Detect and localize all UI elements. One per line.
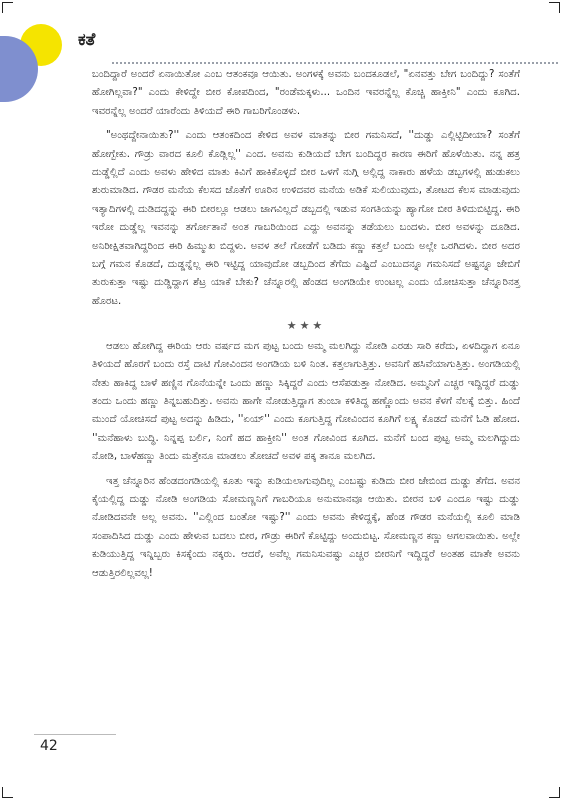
page-number: 42 [40, 738, 58, 754]
header-decoration [0, 24, 72, 114]
section-title: ಕತೆ [78, 30, 96, 50]
crop-mark-top-right [549, 2, 560, 13]
paragraph: ಆಡಲು ಹೋಗಿದ್ದ ಈರಿಯ ಆರು ವರ್ಷದ ಮಗ ಪುಟ್ಟ ಬಂದು ಅಮ್ಮ ಮಲಗಿದ್ದು ನೋಡಿ ಎರಡು ಸಾರಿ ಕರೆದು, ಏಳದಿದ್ದಾಗ ಏನೂ ತಿಳಿಯದೆ ಹೊರಗೆ ಬಂದು ರಸ್ತೆ ದಾಟಿ ಗೋವಿಂದನ ಅಂಗಡಿಯ ಬಳಿ ನಿಂತ. ಕತ್ತಲಾಗುತ್ತಿತ್ತು. ಅವನಿಗೆ ಹಸಿವೆಯಾಗುತ್ತಿತ್ತು. ಅಂಗಡಿಯಲ್ಲಿ ನೇತು ಹಾಕಿದ್ದ ಬಾಳೆ ಹಣ್ಣಿನ ಗೊನೆಯನ್ನೇ ಒಂದು ಹಣ್ಣು ಸಿಕ್ಕಿದ್ದರೆ ಎಂದು ಆಸೆಪಡುತ್ತಾ ನೋಡಿದ. ಅಮ್ಮನಿಗೆ ಎಚ್ಚರ ಇದ್ದಿದ್ದರೆ ದುಡ್ಡು ತಂದು ಒಂದು ಹಣ್ಣು ತಿನ್ನಬಹುದಿತ್ತು. ಅವನು ಹಾಗೇ ನೋಡುತ್ತಿದ್ದಾಗ ತುಂಬಾ ಕಳಿತಿದ್ದ ಹಣ್ಣೊಂದು ಅವನ ಕೆಳಗೆ ನೆಲಕ್ಕೆ ಬಿತ್ತು. ಹಿಂದೆ ಮುಂದೆ ಯೋಚಿಸದೆ ಪುಟ್ಟ ಅದನ್ನು ಹಿಡಿದು, ''ಏಯ್'' ಎಂದು ಕೂಗುತ್ತಿದ್ದ ಗೋವಿಂದನ ಕೂಗಿಗೆ ಲಕ್ಷ್ಯ ಕೊಡದೆ ಮನೆಗೆ ಓಡಿ ಹೋದ. ''ಮನೆಹಾಳು ಬುದ್ಧಿ. ನಿನ್ನಪ್ಪ ಬರ್ಲಿ, ನಿಂಗೆ ಹದ ಹಾಕ್ತೀನಿ'' ಅಂತ ಗೋವಿಂದ ಕೂಗಿದ. ಮನೆಗೆ ಬಂದ ಪುಟ್ಟ ಅಮ್ಮ ಮಲಗಿದ್ದುದು ನೋಡಿ, ಬಾಳೆಹಣ್ಣು ತಿಂದು ಮತ್ತೇನೂ ಮಾಡಲು ತೋಚದೆ ಅವಳ ಪಕ್ಕ ತಾನೂ ಮಲಗಿದ. [92, 340, 520, 463]
story-text [92, 66, 520, 583]
header-dotted-rule [112, 62, 558, 64]
footer-rule [34, 734, 116, 735]
crop-mark-bottom-right [549, 787, 560, 798]
paragraph: ಇತ್ತ ಚೆನ್ನೂರಿನ ಹೆಂಡದಂಗಡಿಯಲ್ಲಿ ಕೂತು ಇನ್ನು ಕುಡಿಯಲಾಗುವುದಿಲ್ಲ ಎಂಬಷ್ಟು ಕುಡಿದು ಬೀರ ಜೇಬಿಂದ ದುಡ್ಡು ತೆಗೆದ. ಅವನ ಕೈಯಲ್ಲಿದ್ದ ದುಡ್ಡು ನೋಡಿ ಅಂಗಡಿಯ ಸೋಮಣ್ಣನಿಗೆ ಗಾಬರಿಯೂ ಅನುಮಾನವೂ ಆಯಿತು. ಬೀರನ ಬಳಿ ಎಂದೂ ಇಷ್ಟು ದುಡ್ಡು ನೋಡಿದವನೇ ಅಲ್ಲ ಅವನು. ''ಎಲ್ಲಿಂದ ಬಂತೋ ಇಷ್ಟು?'' ಎಂದು ಅವನು ಕೇಳಿದ್ದಕ್ಕೆ, ಹೆಂಡ ಗೌಡರ ಮನೆಯಲ್ಲಿ ಕೂಲಿ ಮಾಡಿ ಸಂಪಾದಿಸಿದ ದುಡ್ಡು ಎಂದು ಹೇಳುವ ಬದಲು ಬೀರ, ಗೌಡ್ರು ಈರಿಗೆ ಕೊಟ್ಟಿದ್ದು ಅಂದುಬಿಟ್ಟ. ಸೋಮಣ್ಣನ ಕಣ್ಣು ಅಗಲವಾಯಿತು. ಅಲ್ಲೇ ಕುಡಿಯುತ್ತಿದ್ದ ಇನ್ನಿಬ್ಬರು ಕಿಸಕ್ಕೆಂದು ನಕ್ಕರು. ಆದರೆ, ಅವೆಲ್ಲ ಗಮನಿಸುವಷ್ಟು ಎಚ್ಚರ ಬೀರನಿಗೆ ಇದ್ದಿದ್ದರೆ ಅಂತಹ ಮಾತೇ ಅವನು ಆಡುತ್ತಿರಲಿಲ್ಲವಲ್ಲ! [92, 475, 520, 579]
crop-mark-bottom-left [2, 787, 13, 798]
crop-mark-top-left [2, 2, 13, 13]
section-divider: ★★★ [286, 319, 326, 333]
paragraph: "ಅಂಥದ್ದೇನಾಯಿತು?'' ಎಂದು ಆತಂಕದಿಂದ ಕೇಳಿದ ಅವಳ ಮಾತನ್ನು ಬೀರ ಗಮನಿಸದೆ, ''ದುಡ್ಡು ಎಲ್ಲಿಟ್ಟಿದೀಯಾ? ಸಂತೆಗೆ ಹೋಗ್ಬೇಕು. ಗೌಡ್ರು ವಾರದ ಕೂಲಿ ಕೊಡ್ಲಿಲ್ಲ'' ಎಂದ. ಅವನು ಕುಡಿಯದೆ ಬೇಗ ಬಂದಿದ್ದರ ಕಾರಣ ಈರಿಗೆ ಹೊಳೆಯಿತು. ನನ್ನ ಹತ್ರ ದುಡ್ಡೆಲ್ಲಿದೆ ಎಂದು ಅವಳು ಹೇಳಿದ ಮಾತು ಕಿವಿಗೆ ಹಾಕಿಕೊಳ್ಳದೆ ಬೀರ ಒಳಗೆ ನುಗ್ಗಿ ಅಲ್ಲಿದ್ದ ನಾಕಾರು ಹಳೆಯ ಡಬ್ಬಗಳಲ್ಲಿ ಹುಡುಕಲು ಶುರುಮಾಡಿದ. ಗೌಡರ ಮನೆಯ ಕೆಲಸದ ಜೊತೆಗೆ ಊರಿನ ಉಳಿದವರ ಮನೆಯ ಅಡಿಕೆ ಸುಲಿಯುವುದು, ತೋಟದ ಕೆಲಸ ಮಾಡುವುದು ಇತ್ಯಾದಿಗಳಲ್ಲಿ ದುಡಿದದ್ದನ್ನು ಈರಿ ಬೀರಲ್ಲೂ ಆಡಲು ಜಾಗವಿಲ್ಲದೆ ಡಬ್ಬದಲ್ಲಿ ಇಡುವ ಸಂಗತಿಯನ್ನು ಹ್ಯಾಗೋ ಬೀರ ತಿಳಿದುಬಿಟ್ಟಿದ್ದ. ಈರಿ ಇರೋ ದುಡ್ಡೆಲ್ಲ ಇವನನ್ನು ತರ್ಗೋತಾನೆ ಅಂತ ಗಾಬರಿಯಿಂದ ಎದ್ದು ಅವನನ್ನು ತಡೆಯಲು ಬಂದಳು. ಬೀರ ಅವಳನ್ನು ದೂಡಿದ. ಅನಿರೀಕ್ಷಿತವಾಗಿದ್ದರಿಂದ ಈರಿ ಹಿಮ್ಮುಖ ಬಿದ್ದಳು. ಅವಳ ತಲೆ ಗೋಡೆಗೆ ಬಡಿದು ಕಣ್ಣು ಕತ್ತಲೆ ಬಂದು ಅಲ್ಲೇ ಒರಗಿದಳು. ಬೀರ ಅದರ ಬಗ್ಗೆ ಗಮನ ಕೊಡದೆ, ದುಡ್ಡನ್ನೆಲ್ಲ ಈರಿ ಇಟ್ಟಿದ್ದ ಯಾವುದೋ ಡಬ್ಬದಿಂದ ತೆಗೆದು ಎಷ್ಟಿದೆ ಎಂಬುದನ್ನೂ ಗಮನಿಸದೆ ಅಷ್ಟನ್ನೂ ಜೇಬಿಗೆ ತುರುಕುತ್ತಾ ಇಷ್ಟು ದುಡ್ಡಿದ್ದಾಗ ಶೆಟ್ರ ಯಾಕೆ ಬೇಕು? ಚೆನ್ನೂರಲ್ಲಿ ಹೆಂಡದ ಅಂಗಡಿಯೇ ಉಂಟಲ್ಲ ಎಂದು ಯೋಚಿಸುತ್ತಾ ಚೆನ್ನೂರಿನತ್ತ ಹೊರಟ. [92, 130, 520, 307]
paragraph: ಬಂದಿದ್ದಾರೆ ಅಂದರೆ ಏನಾಯಿತೋ ಎಂಬ ಆತಂಕವೂ ಆಯಿತು. ಅಂಗಳಕ್ಕೆ ಅವನು ಬಂದಕೂಡಲೆ, "ಏನವತ್ತು ಬೇಗ ಬಂದಿದ್ದು? ಸಂತೆಗೆ ಹೋಗಿಲ್ಲವಾ?" ಎಂದು ಕೇಳಿದ್ದೇ ಬೀರ ಕೋಪದಿಂದ, "ರಂಡೆಮಕ್ಕಳು... ಒಂದಿನ ಇವರನ್ನೆಲ್ಲ ಕೊಚ್ಚಿ ಹಾಕ್ತೀನಿ" ಎಂದು ಕೂಗಿದ. ಇವರನ್ನೆಲ್ಲ ಅಂದರೆ ಯಾರೆಂದು ತಿಳಿಯದೆ ಈರಿ ಗಾಬರಿಗೊಂಡಳು. [92, 69, 520, 117]
